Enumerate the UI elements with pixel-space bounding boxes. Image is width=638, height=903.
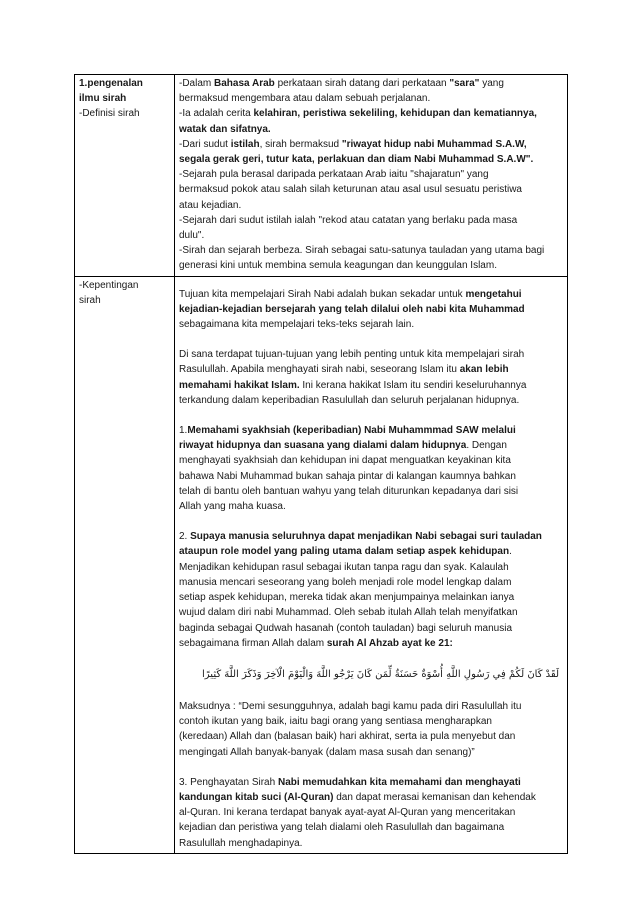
text-line	[179, 836, 563, 851]
bold-text: Bahasa Arab	[214, 78, 275, 89]
subtopic-label: -Kepentingan	[79, 279, 139, 291]
text-line	[179, 378, 563, 393]
text-segment: dan dapat merasai kemanisan dan kehendak	[333, 791, 536, 803]
text-segment: 2.	[179, 531, 191, 543]
text-line	[179, 287, 563, 302]
text-line	[179, 790, 563, 805]
text-segment: bermaksud mengembara atau dalam sebuah perjalanan.	[179, 93, 431, 105]
cell-definition-content	[175, 75, 568, 277]
text-segment: manusia mencari seseorang yang boleh menjadi role model lengkap dalam	[179, 576, 512, 588]
text-line	[179, 152, 563, 167]
bold-text: Memahami syakhsiah (keperibadian) Nabi Muhammmad SAW melalui	[187, 425, 516, 437]
bold-text: "sara"	[449, 78, 480, 89]
paragraph-spacer	[179, 514, 563, 529]
cell-topic-label	[75, 276, 175, 853]
quran-verse-arabic: لَقَدْ كَانَ لَكُمْ فِي رَسُولِ اللَّهِ أُسْوَةٌ حَسَنَةٌ لِّمَن كَانَ يَرْجُو اللَّهَ وَالْيَوْمَ الْآخِرَ وَذَكَرَ اللَّهَ كَثِيرًا	[202, 668, 559, 680]
text-line	[179, 347, 563, 362]
bold-text: kejadian-kejadian bersejarah yang telah dilalui oleh nabi kita Muhammad	[179, 303, 525, 315]
bold-text: ataupun role model yang paling utama dalam setiap aspek kehidupan	[179, 546, 510, 558]
text-line	[179, 699, 563, 714]
text-segment: telah di bantu oleh bantuan wahyu yang telah diturunkan kepadanya dari sisi	[179, 485, 519, 497]
text-segment: Rasulullah menghadapinya.	[179, 837, 303, 849]
text-line	[179, 745, 563, 760]
text-line	[179, 499, 563, 514]
text-segment: bermaksud pokok atau salah silah keturunan atau asal usul sesuatu peristiwa	[179, 184, 522, 196]
text-segment: contoh ikutan yang baik, iaitu bagi orang yang sentiasa mengharapkan	[179, 716, 492, 728]
text-segment: -Sejarah dari sudut istilah ialah "rekod atau catatan yang berlaku pada masa	[179, 214, 518, 226]
bold-text: mengetahui	[465, 288, 522, 300]
bold-text: memahami hakikat Islam.	[179, 379, 300, 391]
text-segment: terkandung dalam keperibadian Rasulullah dan seluruh perjalanan hidupnya.	[179, 394, 520, 406]
paragraph-spacer	[179, 684, 563, 699]
text-line	[179, 167, 563, 182]
topic-title-line: 1.pengenalan	[79, 78, 143, 89]
bold-text: surah Al Ahzab ayat ke 21:	[326, 637, 453, 649]
text-segment: generasi kini untuk membina semula keagungan dan keunggulan Islam.	[179, 260, 497, 272]
bold-text: akan lebih	[459, 364, 509, 376]
text-line	[179, 560, 563, 575]
text-segment: (keredaan) Allah dan (balasan baik) hari akhirat, serta ia pula menyebut dan	[179, 731, 516, 743]
text-line	[179, 636, 563, 651]
paragraph-spacer	[179, 332, 563, 347]
text-segment: wujud dalam diri nabi Muhammad. Oleh sebab itulah Allah telah menyifatkan	[179, 607, 518, 619]
text-line	[179, 137, 563, 152]
text-line	[179, 258, 563, 273]
text-segment: dulu".	[179, 230, 205, 242]
text-segment: 3. Penghayatan Sirah	[179, 776, 278, 788]
text-line	[179, 775, 563, 790]
text-segment: Di sana terdapat tujuan-tujuan yang lebih penting untuk kita mempelajari sirah	[179, 349, 525, 361]
text-line	[179, 805, 563, 820]
bold-text: watak dan sifatnya.	[179, 123, 271, 135]
text-line	[179, 302, 563, 317]
text-line	[179, 228, 563, 243]
text-line	[179, 122, 563, 137]
text-segment: Menjadikan kehidupan rasul sebagai ikutan tanpa ragu dan syak. Kalaulah	[179, 561, 509, 573]
text-line	[179, 529, 563, 544]
text-line	[179, 575, 563, 590]
table-row-importance	[75, 276, 568, 853]
text-segment: al-Quran. Ini kerana terdapat banyak ayat-ayat Al-Quran yang menceritakan	[179, 807, 516, 819]
bold-text: riwayat hidupnya dan suasana yang dialami dalam hidupnya	[179, 440, 467, 452]
text-line	[179, 106, 563, 121]
bold-text: Nabi memudahkan kita memahami dan menghayati	[277, 776, 521, 788]
text-segment: perkataan sirah datang dari perkataan	[274, 78, 450, 89]
text-line	[179, 91, 563, 106]
text-segment: Allah yang maha kuasa.	[179, 501, 286, 513]
text-line	[179, 317, 563, 332]
text-segment: Maksudnya : “Demi sesungguhnya, adalah bagi kamu pada diri Rasulullah itu	[179, 700, 522, 712]
text-segment: setiap aspek kehidupan, mereka tidak akan menjumpainya melainkan ianya	[179, 592, 515, 604]
text-segment: mengingati Allah banyak-banyak (dalam masa susah dan senang)”	[179, 746, 475, 758]
paragraph-spacer	[179, 651, 563, 666]
bold-text: kelahiran, peristiwa sekeliling, kehidupan dan kematiannya,	[253, 108, 537, 120]
text-line	[179, 198, 563, 213]
text-line	[179, 729, 563, 744]
text-line	[179, 820, 563, 835]
text-segment: sebagaimana firman Allah dalam	[179, 637, 327, 649]
subtopic-label: sirah	[79, 294, 101, 306]
text-segment: -Sirah dan sejarah berbeza. Sirah sebagai satu-satunya tauladan yang utama bagi	[179, 245, 545, 257]
cell-importance-content	[175, 276, 568, 853]
text-segment: kejadian dan peristiwa yang telah dialami oleh Rasulullah dan bagaimana	[179, 822, 505, 834]
text-segment: yang	[479, 78, 504, 89]
bold-text: kandungan kitab suci (Al-Quran)	[179, 791, 334, 803]
text-line	[179, 213, 563, 228]
text-segment: Rasulullah. Apabila menghayati sirah nabi, seseorang Islam itu	[179, 364, 460, 376]
text-segment: Tujuan kita mempelajari Sirah Nabi adalah bukan sekadar untuk	[179, 288, 466, 300]
text-segment: -Dari sudut	[179, 138, 231, 150]
bold-text: "riwayat hidup nabi Muhammad S.A.W,	[341, 138, 527, 150]
topic-title-line: ilmu sirah	[79, 93, 127, 105]
content-table	[74, 74, 568, 854]
text-segment: -Ia adalah cerita	[179, 108, 254, 120]
text-segment: menghayati syakhsiah dan kehidupan ini dapat menguatkan keyakinan kita	[179, 455, 511, 467]
text-segment: . Dengan	[466, 440, 507, 452]
bold-text: Supaya manusia seluruhnya dapat menjadikan Nabi sebagai suri tauladan	[190, 531, 542, 543]
text-segment: -Dalam	[179, 78, 215, 89]
text-segment: -Sejarah pula berasal daripada perkataan Arab iaitu "shajaratun" yang	[179, 169, 489, 181]
text-line	[179, 393, 563, 408]
text-segment: , sirah bermaksud	[259, 138, 342, 150]
bold-text: istilah	[230, 138, 260, 150]
text-segment: .	[509, 546, 512, 558]
table-row-definition	[75, 75, 568, 277]
paragraph-spacer	[179, 408, 563, 423]
text-segment: sebagaimana kita mempelajari teks-teks sejarah lain.	[179, 319, 415, 331]
text-line	[179, 469, 563, 484]
text-line	[179, 453, 563, 468]
subtopic-label: -Definisi sirah	[79, 108, 140, 120]
bold-text: segala gerak geri, tutur kata, perlakuan dan diam Nabi Muhammad S.A.W".	[179, 154, 534, 166]
cell-topic-label	[75, 75, 175, 277]
text-segment: 1.	[179, 425, 188, 437]
text-line	[179, 605, 563, 620]
text-line	[179, 243, 563, 258]
text-line	[179, 423, 563, 438]
paragraph-spacer	[179, 760, 563, 775]
text-line	[179, 590, 563, 605]
text-line	[179, 182, 563, 197]
text-line	[179, 484, 563, 499]
text-segment: atau kejadian.	[179, 199, 242, 211]
text-segment: baginda sebagai Qudwah hasanah (contoh tauladan) bagi seluruh manusia	[179, 622, 513, 634]
text-segment: Ini kerana hakikat Islam itu sendiri keseluruhannya	[299, 379, 527, 391]
text-line	[179, 362, 563, 377]
text-line	[179, 76, 563, 91]
text-line	[179, 438, 563, 453]
text-line	[179, 714, 563, 729]
text-line	[179, 544, 563, 559]
text-line	[179, 621, 563, 636]
text-segment: bahawa Nabi Muhammad bukan sahaja pintar di kalangan kaumnya bahkan	[179, 470, 516, 482]
